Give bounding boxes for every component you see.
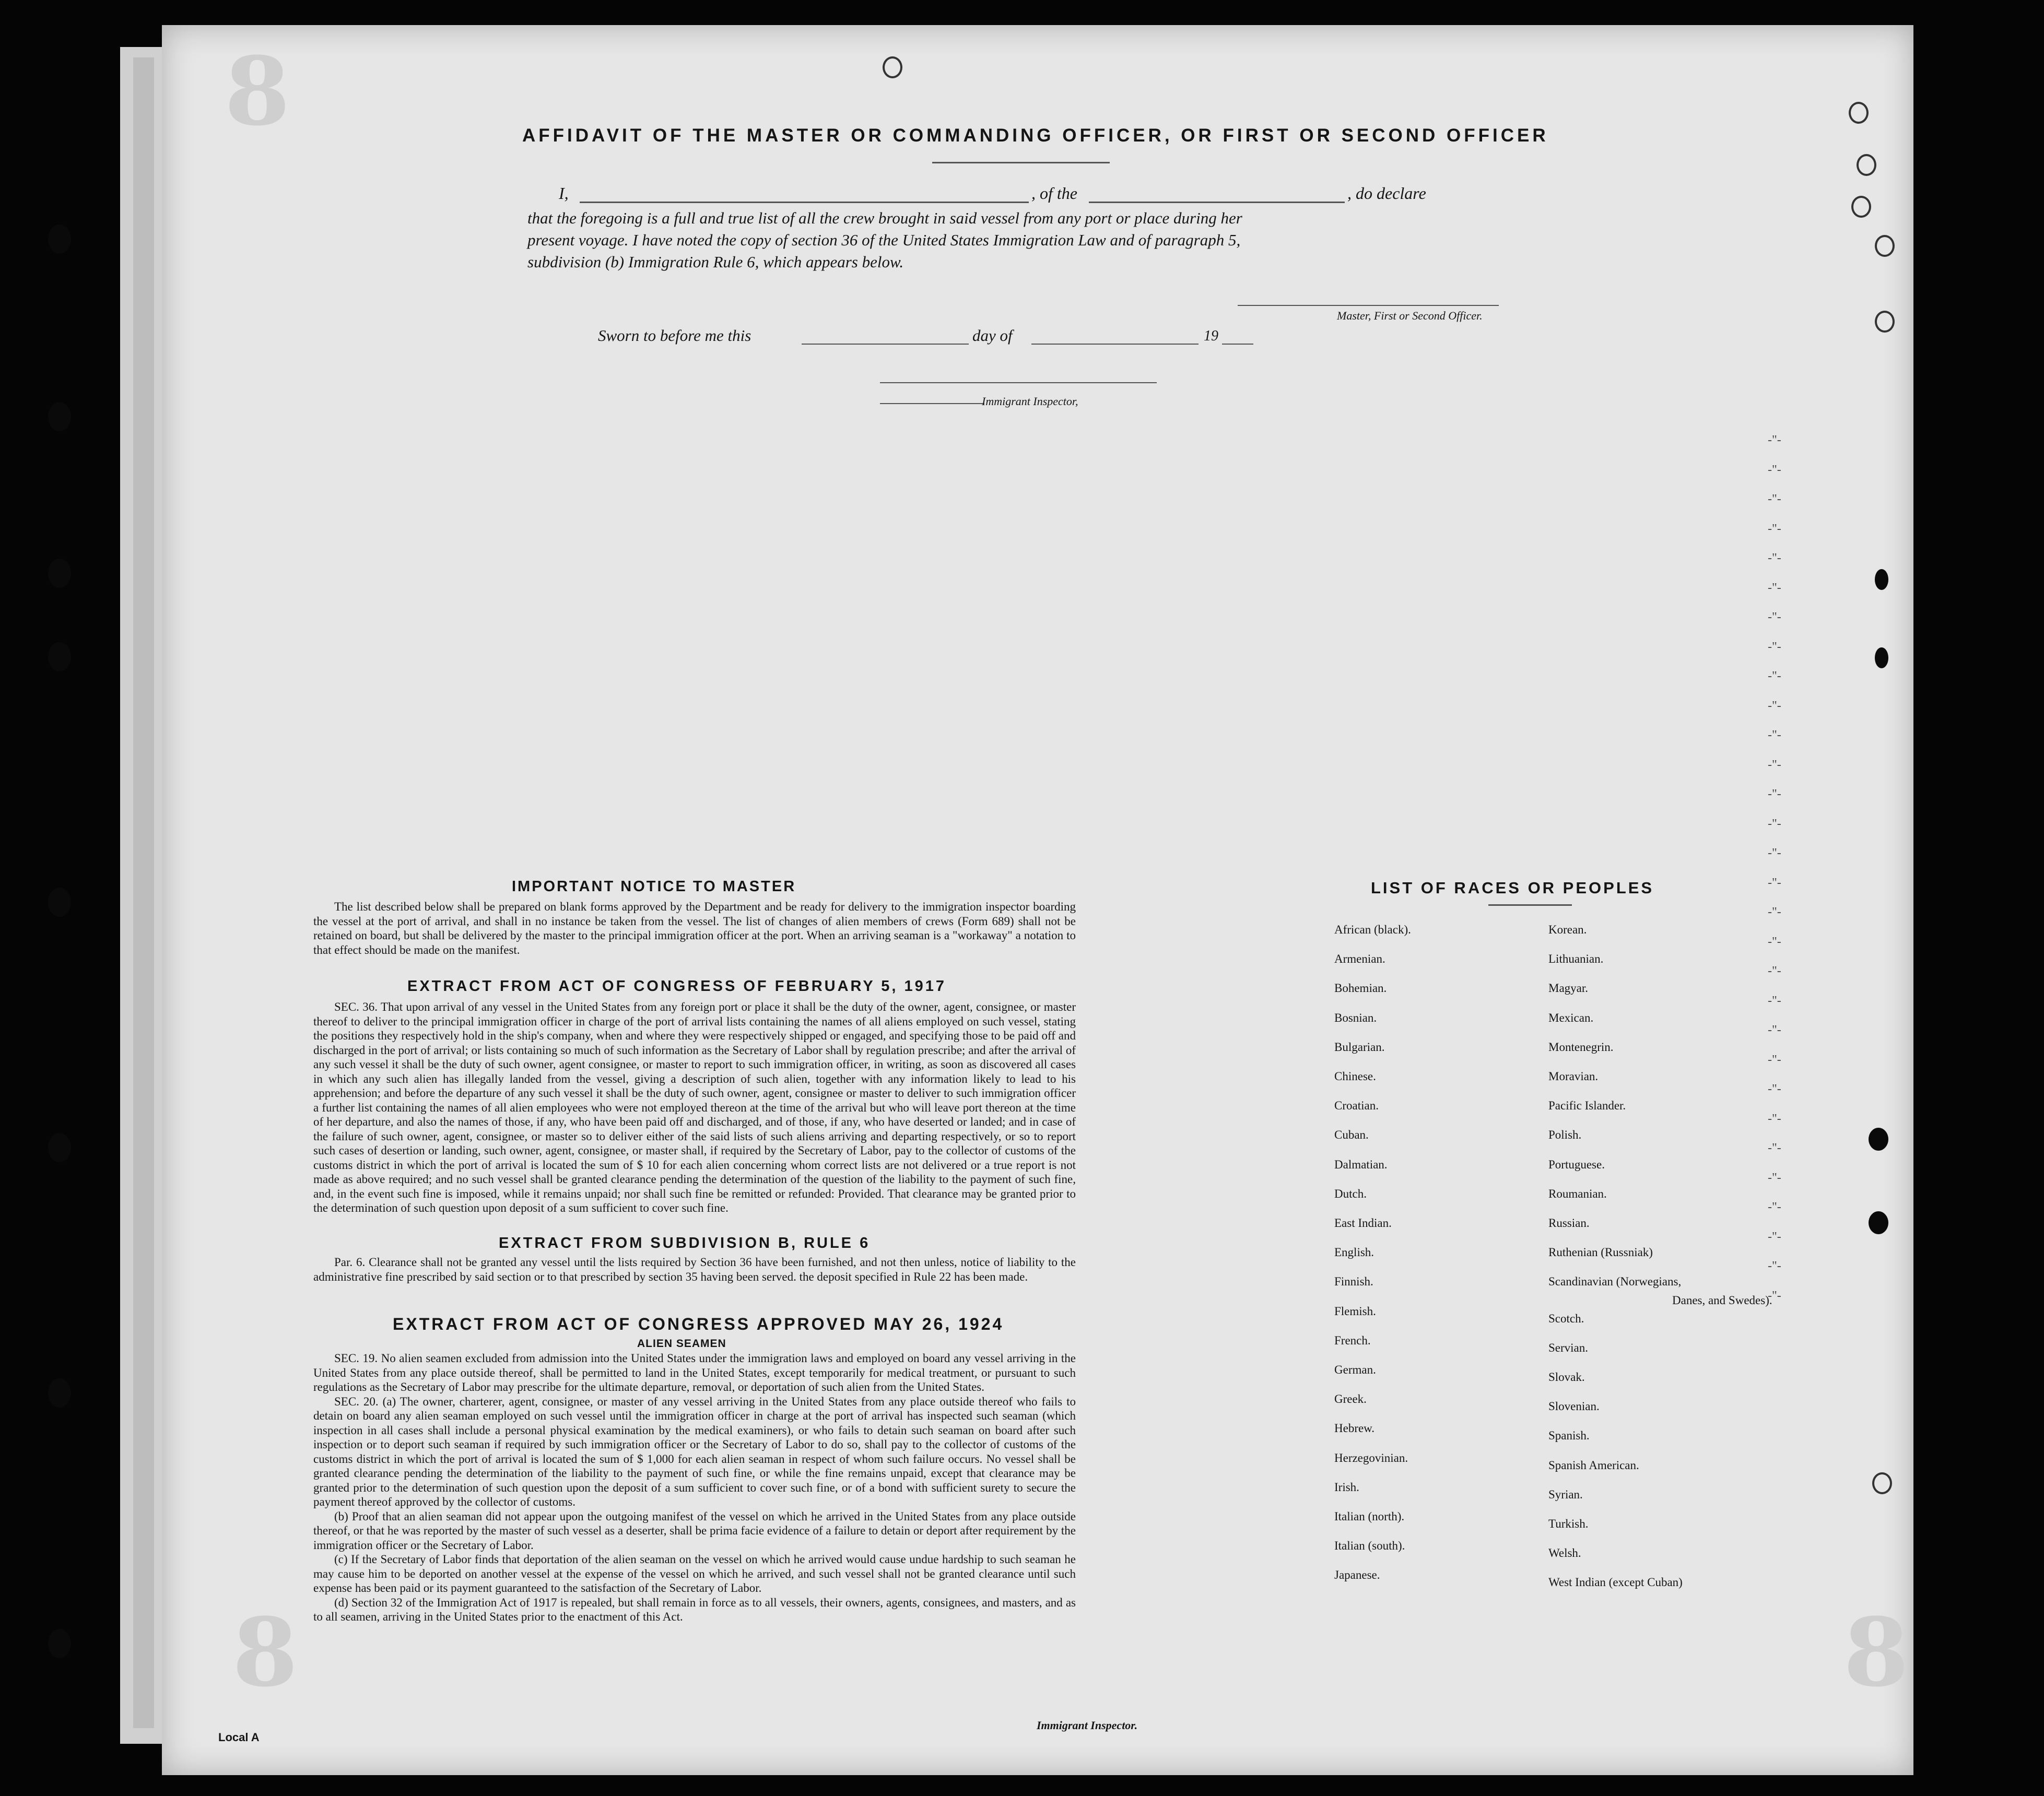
race-left-item: Armenian. (1334, 952, 1385, 966)
year-label: 19 (1204, 328, 1218, 344)
race-left-item: Italian (south). (1334, 1539, 1405, 1553)
race-left-item: Japanese. (1334, 1568, 1380, 1582)
race-right-item: Lithuanian. (1548, 952, 1604, 966)
punch-ring (1849, 102, 1869, 124)
binder-hole (48, 402, 71, 431)
race-right-item: West Indian (except Cuban) (1548, 1576, 1683, 1589)
ditto-mark: -"- (1768, 433, 1781, 447)
binder-hole (1875, 647, 1888, 668)
punch-ring (1872, 1472, 1892, 1494)
inspector-rule (880, 403, 984, 404)
race-left-item: Dalmatian. (1334, 1157, 1388, 1171)
race-left-item: Herzegovinian. (1334, 1451, 1408, 1464)
sworn-year-field[interactable] (1222, 344, 1253, 345)
affidavit-line-3: subdivision (b) Immigration Rule 6, which appears below. (527, 253, 904, 271)
ditto-mark: -"- (1768, 1171, 1781, 1185)
race-right-item: Russian. (1548, 1216, 1590, 1230)
alien-seamen-subtitle: ALIEN SEAMEN (637, 1338, 726, 1350)
section-20d-paragraph: (d) Section 32 of the Immigration Act of 1917 is repealed, but shall remain in force as to all vessels, their owners, agents, consignees, and masters, and as to all seamen, arriving in the United States prior to the enactment of this Act. (313, 1596, 1076, 1623)
ditto-mark: -"- (1768, 669, 1781, 683)
page-number-mark: 8 (1843, 1598, 1909, 1708)
inspector-signature-field[interactable] (880, 382, 1157, 383)
race-right-item: Pacific Islander. (1548, 1099, 1626, 1113)
binder-hole (48, 559, 71, 588)
ditto-mark: -"- (1768, 758, 1781, 772)
section-19-paragraph: SEC. 19. No alien seamen excluded from admission into the United States under the immigration laws and employed on board any vessel arriving in the United States from any place outside thereof, shall be permitted to land in the United States, except temporarily for medical treatment, or pursuant to such regulations as the Secretary of Labor may prescribe for the ultimate departure, removal, or deportation of such alien from the United States. (313, 1352, 1076, 1393)
sworn-month-field[interactable] (1031, 344, 1199, 345)
race-scandinavian-cont: Danes, and Swedes). (1672, 1294, 1772, 1307)
ditto-mark: -"- (1768, 1112, 1781, 1126)
punch-ring (1851, 196, 1871, 218)
ditto-mark: -"- (1768, 1259, 1781, 1273)
ditto-mark: -"- (1768, 787, 1781, 801)
affidavit-of-the-label: , of the (1031, 184, 1077, 203)
race-right-item: Spanish. (1548, 1429, 1590, 1443)
race-left-item: Bosnian. (1334, 1011, 1377, 1024)
binder-hole (48, 642, 71, 671)
punch-ring (1875, 235, 1895, 257)
day-of-label: day of (972, 326, 1013, 345)
ditto-mark: -"- (1768, 876, 1781, 890)
affidavit-title: AFFIDAVIT OF THE MASTER OR COMMANDING OFFICER, OR FIRST OR SECOND OFFICER (522, 125, 1549, 146)
ditto-mark: -"- (1768, 846, 1781, 860)
binder-hole (48, 888, 71, 917)
section-20b-paragraph: (b) Proof that an alien seaman did not appear upon the outgoing manifest of the vessel on which he arrived in the United States from any place outside thereof, or that he was reported by the master of such vessel as a deserter, shall be prima facie evidence of a failure to detain or deport after requirement by the immigration officer or the Secretary of Labor. (313, 1509, 1076, 1552)
local-label: Local A (218, 1731, 260, 1744)
page-number-mark: 8 (232, 1598, 298, 1708)
title-rule (932, 162, 1110, 163)
ditto-mark: -"- (1768, 994, 1781, 1008)
binder-edge-inner (133, 57, 154, 1728)
race-left-item: Irish. (1334, 1480, 1359, 1494)
race-right-item: Spanish American. (1548, 1458, 1639, 1472)
race-left-item: East Indian. (1334, 1216, 1392, 1230)
binder-hole (48, 1378, 71, 1408)
ditto-mark: -"- (1768, 492, 1781, 506)
ditto-mark: -"- (1768, 728, 1781, 742)
binder-hole (48, 224, 71, 254)
extract-1917-text (313, 1000, 1076, 1215)
race-left-item: Bulgarian. (1334, 1040, 1385, 1054)
race-left-item: Italian (north). (1334, 1510, 1405, 1523)
section-20a-paragraph: SEC. 20. (a) The owner, charterer, agent, consignee, or master of any vessel arriving in the United States from any place outside thereof who fails to detain on board any alien seaman employed on such vessel until the immigration officer in charge at the port of arrival has inspected such seaman (which inspection in all cases shall include a personal physical examination by the medical examiners), or who fails to detain such seaman on board after such inspection or to deport such seaman if required by such immigration officer or the Secretary of Labor to do so, shall pay to the collector of customs of the customs district in which the port of arrival is located the sum of $ 1,000 for each alien seaman in respect of whom such failure occurs. No vessel shall be granted clearance pending the determination of the liability to the payment of such fine, or while the fine remains unpaid, except that clearance may be granted prior to the determination of such question upon the deposit of a sum sufficient to cover such fine, or of a bond with sufficient surety to secure the payment thereof approved by the collector of customs. (313, 1395, 1076, 1508)
section-20c-paragraph: (c) If the Secretary of Labor finds that deportation of the alien seaman on the vessel on which he arrived would cause undue hardship to such seaman he may cause him to be deported on another vessel at the expense of the vessel on which he arrived, and such vessel shall not be granted clearance until such expense has been paid or its payment guaranteed to the satisfaction of the Secretary of Labor. (313, 1553, 1076, 1594)
rule6-title: EXTRACT FROM SUBDIVISION B, RULE 6 (499, 1235, 871, 1251)
race-left-item: Greek. (1334, 1392, 1367, 1406)
binder-hole (1869, 1128, 1888, 1151)
race-right-item: Portuguese. (1548, 1157, 1605, 1171)
race-left-item: Dutch. (1334, 1187, 1367, 1200)
page-number-mark: 8 (225, 37, 290, 147)
affidavit-line-2: present voyage. I have noted the copy of section 36 of the United States Immigration Law and of paragraph 5, (527, 231, 1241, 249)
binder-hole (1875, 569, 1888, 590)
race-right-item: Roumanian. (1548, 1187, 1607, 1200)
ditto-mark: -"- (1768, 463, 1781, 477)
notice-text (313, 900, 1076, 957)
ditto-mark: -"- (1768, 551, 1781, 565)
race-left-item: Croatian. (1334, 1099, 1379, 1113)
binder-hole (48, 1629, 71, 1658)
ditto-mark: -"- (1768, 964, 1781, 978)
ditto-mark: -"- (1768, 1200, 1781, 1214)
section-36-paragraph: SEC. 36. That upon arrival of any vessel in the United States from any foreign port or place it shall be the duty of the owner, agent, consignee, or master thereof to deliver to the principal immigration officer in charge of the port of arrival lists containing the names of all aliens employed on such vessel, stating the positions they respectively hold in the ship's company, when and where they were respectively shipped or engaged, and specifying those to be paid off and discharged in the port of arrival; or lists containing so much of such information as the Secretary of Labor shall by regulation prescribe; and after the arrival of any such vessel it shall be the duty of such owner, agent consignee, or master to report to such immigration officer, in writing, as soon as discovered all cases in which any such alien has illegally landed from the vessel, giving a description of such alien, together with any information likely to lead to his apprehension; and before the departure of any such vessel it shall be the duty of such owner, agent, consignee or master to deliver to such immigration officer a further list containing the names of all alien employees who were not employed thereon at the time of the arrival but who will leave port thereon at the time of her departure, and also the names of those, if any, who have been paid off and discharged, and of those, if any, who have deserted or landed; and in case of the failure of such owner, agent, consignee, or master so to deliver either of the said lists of such aliens arriving and departing respectively, or so to report such cases of desertion or landing, such owner, agent, consignee, or master shall, if required by the Secretary of Labor, pay to the collector of customs of the customs district in which the port of arrival is located the sum of $ 10 for each alien concerning whom correct lists are not delivered or a true report is not made as above required; and no such vessel shall be granted clearance pending the determination of the question of the liability to the payment of such fine, and, in the event such fine is imposed, while it remains unpaid; nor shall such fine be remitted or refunded: Provided. That clearance may be granted prior to the determination of such question upon deposit of a sum sufficient to cover such fine. (313, 1000, 1076, 1214)
race-right-item: Montenegrin. (1548, 1040, 1614, 1054)
ditto-mark: -"- (1768, 935, 1781, 949)
ditto-mark: -"- (1768, 1023, 1781, 1037)
ditto-mark: -"- (1768, 1141, 1781, 1155)
ditto-mark: -"- (1768, 1289, 1781, 1303)
race-right-item: Moravian. (1548, 1070, 1599, 1083)
race-left-item: Hebrew. (1334, 1422, 1375, 1435)
race-right-item: Mexican. (1548, 1011, 1594, 1024)
sworn-label: Sworn to before me this (598, 326, 751, 345)
ditto-mark: -"- (1768, 1082, 1781, 1096)
ditto-mark: -"- (1768, 905, 1781, 919)
race-left-item: African (black). (1334, 923, 1411, 936)
punch-ring (883, 56, 902, 78)
affidavit-line-1: that the foregoing is a full and true list of all the crew brought in said vessel from any port or place during her (527, 209, 1242, 227)
notice-title: IMPORTANT NOTICE TO MASTER (512, 878, 796, 895)
ditto-mark: -"- (1768, 699, 1781, 713)
punch-ring (1875, 311, 1895, 333)
master-signature-field[interactable] (1238, 305, 1499, 306)
race-right-item: Scotch. (1548, 1311, 1584, 1325)
ditto-mark: -"- (1768, 1053, 1781, 1067)
races-title: LIST OF RACES OR PEOPLES (1371, 879, 1654, 897)
punch-ring (1857, 154, 1876, 176)
race-right-item: Syrian. (1548, 1487, 1583, 1501)
affidavit-declare-label: , do declare (1347, 184, 1426, 203)
race-right-item: Magyar. (1548, 982, 1589, 995)
race-left-item: English. (1334, 1246, 1375, 1259)
affidavit-i-label: I, (559, 184, 569, 203)
extract-1924-title: EXTRACT FROM ACT OF CONGRESS APPROVED MAY 26, 1924 (393, 1315, 1004, 1333)
ditto-mark: -"- (1768, 522, 1781, 536)
race-right-item: Slovenian. (1548, 1400, 1600, 1413)
master-signature-label: Master, First or Second Officer. (1337, 309, 1483, 322)
ditto-mark: -"- (1768, 817, 1781, 831)
race-right-item: Ruthenian (Russniak) (1548, 1246, 1653, 1259)
extract-1924-text (313, 1351, 1076, 1624)
race-left-item: Flemish. (1334, 1304, 1376, 1318)
rule6-paragraph: Par. 6. Clearance shall not be granted any vessel until the lists required by Section 36 have been furnished, and not then unless, notice of liability to the administrative fine prescribed by said section or to that prescribed by section 35 having been served. the deposit specified in Rule 22 has been made. (313, 1256, 1076, 1283)
race-right-item: Scandinavian (Norwegians, (1548, 1275, 1682, 1289)
race-right-item: Welsh. (1548, 1546, 1581, 1560)
race-right-item: Korean. (1548, 923, 1587, 936)
race-left-item: Bohemian. (1334, 982, 1387, 995)
vessel-field[interactable] (1089, 202, 1345, 203)
race-left-item: Finnish. (1334, 1275, 1373, 1289)
notice-paragraph: The list described below shall be prepared on blank forms approved by the Department and be ready for delivery to the immigration inspector boarding the vessel at the port of arrival, and shall in no instance be taken from the vessel. The list of changes of alien members of crews (Form 689) shall not be retained on board, but shall be delivered by the master to the principal immigration officer at the port. When an arriving seaman is a "workaway" a notation to that effect should be made on the manifest. (313, 900, 1076, 956)
rule6-text (313, 1255, 1076, 1284)
ditto-mark: -"- (1768, 581, 1781, 595)
race-right-item: Servian. (1548, 1341, 1589, 1354)
inspector-label: Immigrant Inspector, (982, 395, 1078, 408)
race-right-item: Turkish. (1548, 1517, 1589, 1530)
race-left-item: Cuban. (1334, 1128, 1369, 1142)
extract-1917-title: EXTRACT FROM ACT OF CONGRESS OF FEBRUARY 5, 1917 (407, 978, 947, 995)
race-left-item: Chinese. (1334, 1070, 1376, 1083)
binder-hole (48, 1133, 71, 1162)
race-right-item: Slovak. (1548, 1370, 1585, 1384)
race-left-item: French. (1334, 1333, 1371, 1347)
races-title-rule (1488, 904, 1572, 906)
ditto-mark: -"- (1768, 1230, 1781, 1244)
ditto-mark: -"- (1768, 610, 1781, 624)
binder-hole (1869, 1211, 1888, 1234)
race-left-item: German. (1334, 1363, 1376, 1376)
footer-inspector-label: Immigrant Inspector. (1037, 1719, 1138, 1732)
name-field[interactable] (580, 202, 1029, 203)
race-right-item: Polish. (1548, 1128, 1582, 1142)
sworn-day-field[interactable] (802, 344, 969, 345)
ditto-mark: -"- (1768, 640, 1781, 654)
